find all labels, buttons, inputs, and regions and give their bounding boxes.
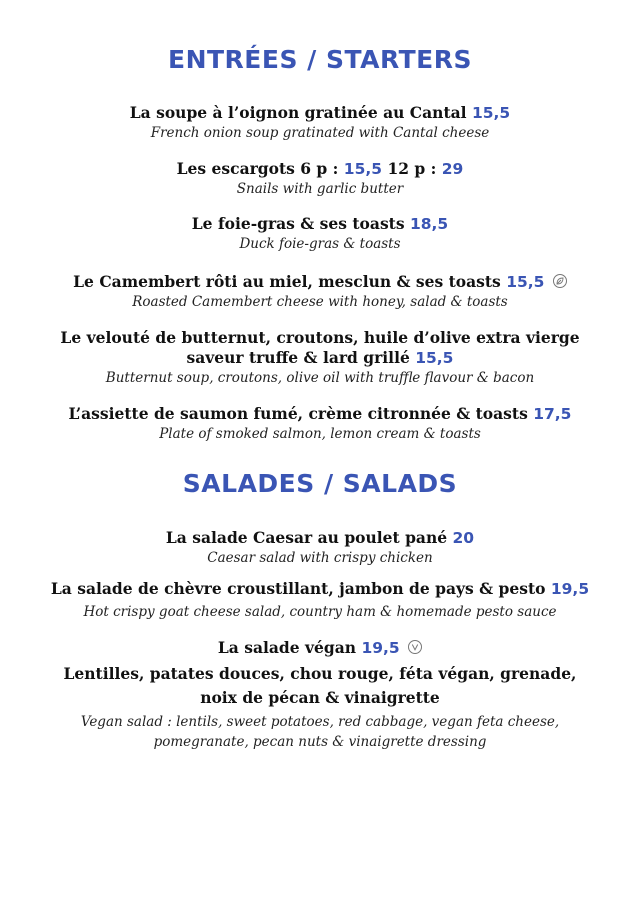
item-translation: Butternut soup, croutons, olive oil with truffle flavour & bacon [105, 370, 535, 386]
vegetarian-leaf-icon [553, 274, 567, 288]
menu-item-smoked-salmon [0, 404, 640, 444]
item-translation: Caesar salad with crispy chicken [207, 550, 433, 566]
item-price: 15,5 [415, 349, 454, 367]
item-name: La salade de chèvre croustillant, jambon de pays & pesto [50, 579, 546, 598]
item-ingredients-line1: Lentilles, patates douces, chou rouge, féta végan, grenade, [63, 664, 577, 683]
item-price: 15,5 [343, 160, 383, 178]
item-price: 15,5 [471, 104, 511, 122]
item-price-12p: 29 [441, 160, 464, 178]
menu-item-foie-gras [0, 214, 640, 254]
item-translation-line1: Vegan salad : lentils, sweet potatoes, red cabbage, vegan feta cheese, [80, 714, 560, 730]
starters-title: ENTRÉES / STARTERS [168, 45, 472, 74]
item-price: 17,5 [533, 405, 572, 423]
item-name-line2: saveur truffe & lard grillé [186, 348, 410, 367]
item-translation: Snails with garlic butter [236, 181, 404, 197]
item-price: 18,5 [409, 215, 449, 233]
menu-item-vegan-salad [0, 638, 640, 752]
vegan-v-icon [408, 640, 422, 654]
item-name: Les escargots 6 p : [176, 159, 339, 178]
menu-item-onion-soup [0, 103, 640, 143]
item-name-line1: Le velouté de butternut, croutons, huile d’olive extra vierge [60, 328, 580, 347]
item-translation: French onion soup gratinated with Cantal cheese [150, 125, 490, 141]
item-translation-line2: pomegranate, pecan nuts & vinaigrette dressing [153, 734, 487, 750]
item-price: 20 [452, 529, 475, 547]
item-name: Le Camembert rôti au miel, mesclun & ses toasts [73, 272, 501, 291]
item-name: L’assiette de saumon fumé, crème citronnée & toasts [68, 404, 528, 423]
item-translation: Roasted Camembert cheese with honey, salad & toasts [132, 294, 508, 310]
item-translation: Hot crispy goat cheese salad, country ham & homemade pesto sauce [83, 604, 557, 620]
menu-item-camembert [0, 272, 640, 312]
salads-title: SALADES / SALADS [182, 469, 458, 498]
item-name-12p: 12 p : [387, 159, 437, 178]
item-price: 19,5 [550, 580, 590, 598]
menu-item-caesar-salad [0, 528, 640, 568]
item-name: Le foie-gras & ses toasts [191, 214, 405, 233]
item-price: 15,5 [506, 273, 545, 291]
menu-item-escargots [0, 159, 640, 199]
item-name: La salade Caesar au poulet pané [165, 528, 448, 547]
item-ingredients-line2: noix de pécan & vinaigrette [200, 688, 440, 707]
menu-item-goat-cheese-salad [0, 579, 640, 622]
item-translation: Duck foie-gras & toasts [239, 236, 401, 252]
item-name: La soupe à l’oignon gratinée au Cantal [129, 103, 467, 122]
item-translation: Plate of smoked salmon, lemon cream & toasts [159, 426, 481, 442]
menu-item-butternut-soup [0, 328, 640, 388]
item-name: La salade végan [217, 638, 357, 657]
item-price: 19,5 [361, 639, 400, 657]
